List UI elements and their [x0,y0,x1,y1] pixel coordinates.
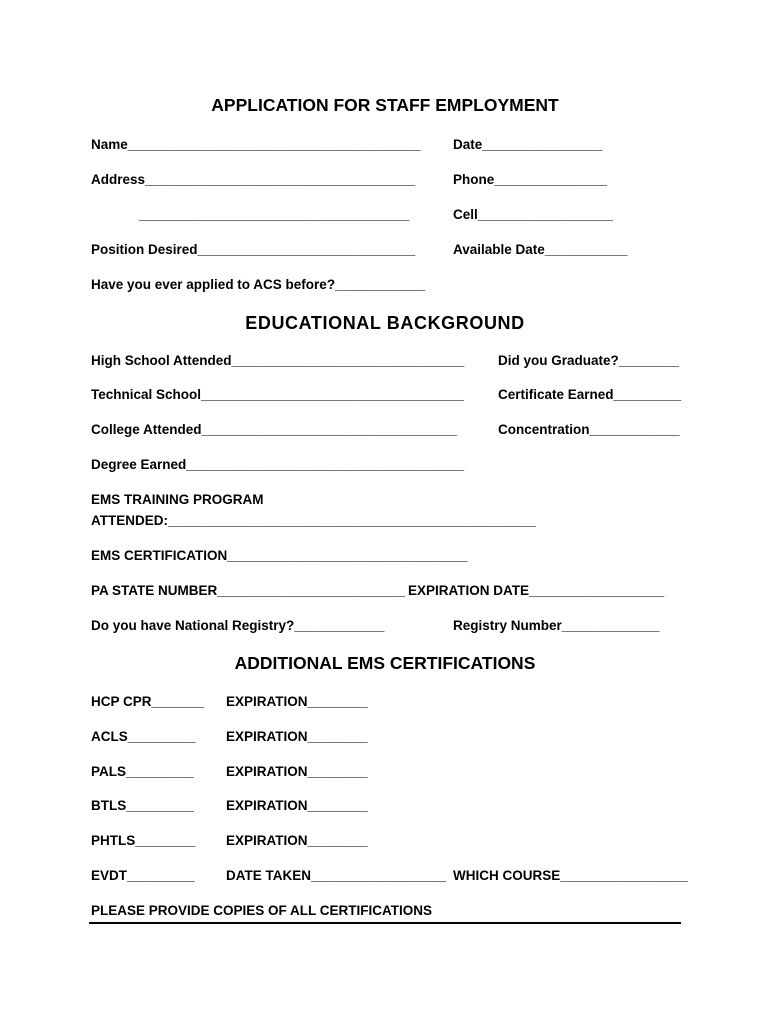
cert-expiration-field[interactable]: EXPIRATION________ [226,798,368,813]
cert-evdt-field[interactable]: EVDT_________ [91,868,195,883]
cert-hcp-cpr-field[interactable]: HCP CPR_______ [91,694,205,709]
did-you-graduate-field[interactable]: Did you Graduate?________ [498,353,679,368]
cert-acls-field[interactable]: ACLS_________ [91,729,196,744]
applied-before-field[interactable]: Have you ever applied to ACS before?____________ [91,277,426,292]
certificate-earned-field[interactable]: Certificate Earned_________ [498,387,682,402]
registry-number-field[interactable]: Registry Number_____________ [453,618,660,633]
name-field[interactable]: Name_______________________________________ [91,137,421,152]
degree-earned-field[interactable]: Degree Earned_____________________________________ [91,457,465,472]
cert-phtls-field[interactable]: PHTLS________ [91,833,196,848]
high-school-field[interactable]: High School Attended_______________________________ [91,353,465,368]
cert-btls-field[interactable]: BTLS_________ [91,798,194,813]
evdt-date-taken-field[interactable]: DATE TAKEN__________________ [226,868,447,883]
address-line2-field[interactable]: ____________________________________ [139,207,410,222]
technical-school-field[interactable]: Technical School___________________________________ [91,387,464,402]
date-field[interactable]: Date________________ [453,137,603,152]
footer-divider [89,922,681,924]
cert-pals-field[interactable]: PALS_________ [91,764,194,779]
address-field[interactable]: Address____________________________________ [91,172,416,187]
cell-field[interactable]: Cell__________________ [453,207,613,222]
evdt-which-course-field[interactable]: WHICH COURSE_________________ [453,868,688,883]
pa-state-number-field[interactable]: PA STATE NUMBER_________________________ [91,583,405,598]
cert-expiration-field[interactable]: EXPIRATION________ [226,764,368,779]
cert-expiration-field[interactable]: EXPIRATION________ [226,729,368,744]
expiration-date-field[interactable]: EXPIRATION DATE__________________ [408,583,665,598]
footer-note: PLEASE PROVIDE COPIES OF ALL CERTIFICATIONS [91,903,433,918]
section-educational-heading: EDUCATIONAL BACKGROUND [245,313,525,333]
college-attended-field[interactable]: College Attended__________________________________ [91,422,457,437]
position-desired-field[interactable]: Position Desired_____________________________ [91,242,416,257]
ems-training-field[interactable]: ATTENDED:_________________________________________________ [91,513,536,528]
ems-certification-field[interactable]: EMS CERTIFICATION________________________________ [91,548,468,563]
phone-field[interactable]: Phone_______________ [453,172,607,187]
cert-expiration-field[interactable]: EXPIRATION________ [226,833,368,848]
ems-training-label: EMS TRAINING PROGRAM [91,492,264,507]
available-date-field[interactable]: Available Date___________ [453,242,628,257]
page-title: APPLICATION FOR STAFF EMPLOYMENT [211,95,559,115]
cert-expiration-field[interactable]: EXPIRATION________ [226,694,368,709]
concentration-field[interactable]: Concentration____________ [498,422,680,437]
national-registry-field[interactable]: Do you have National Registry?____________ [91,618,385,633]
section-additional-heading: ADDITIONAL EMS CERTIFICATIONS [234,653,536,673]
